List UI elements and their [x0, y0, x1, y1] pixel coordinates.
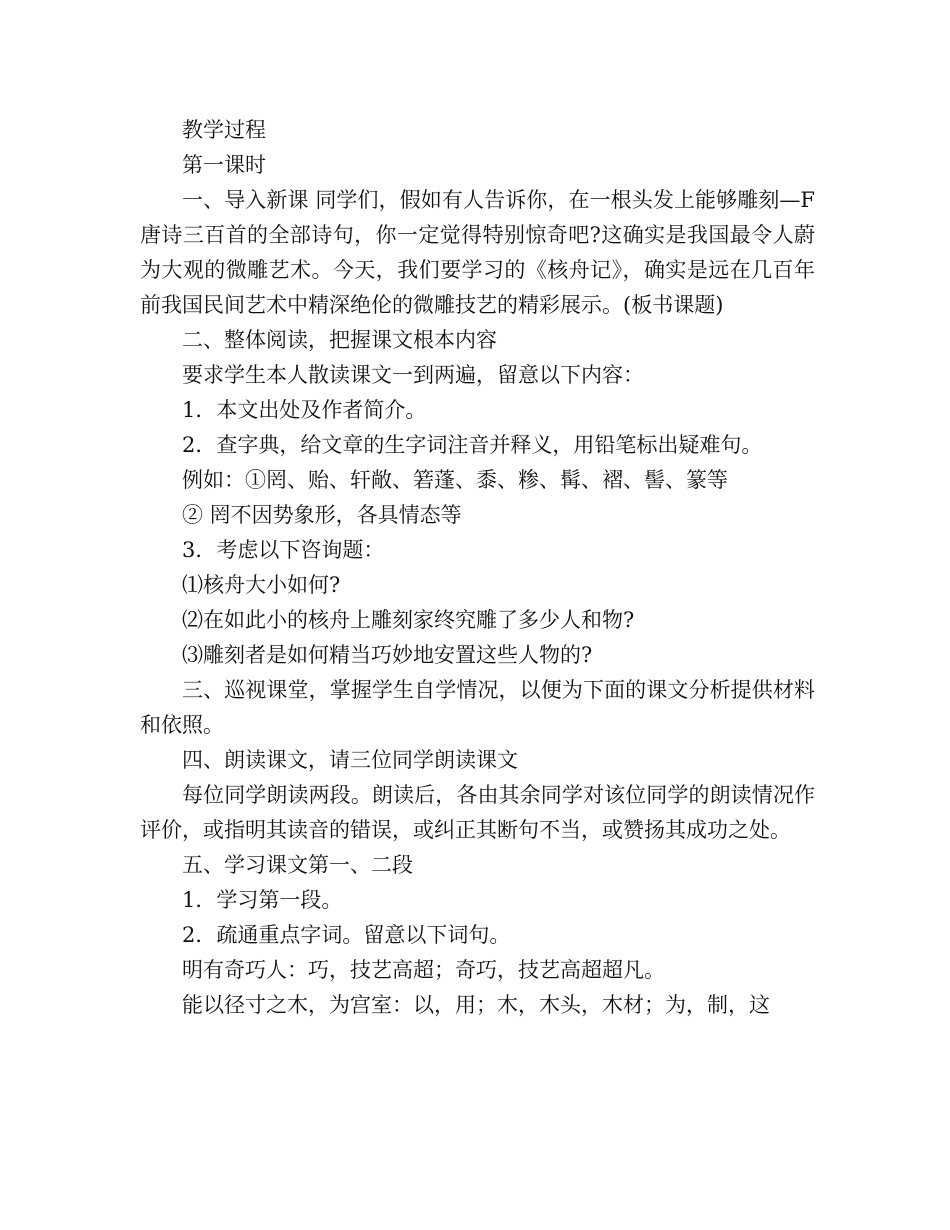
paragraph-intro: 一、导入新课 同学们，假如有人告诉你，在一根头发上能够雕刻—F唐诗三百首的全部诗句，你一定觉得特别惊奇吧?这确实是我国最令人蔚为大观的微雕艺术。今天，我们要学习的《核舟记》，确实是远在几百年前我国民间艺术中精深绝伦的微雕技艺的精彩展示。(板书课题) — [140, 188, 815, 317]
question-item: ⑴核舟大小如何? — [182, 573, 341, 597]
paragraph-reading: 每位同学朗读两段。朗读后，各由其余同学对该位同学的朗读情况作评价，或指明其读音的错误，或纠正其断句不当，或赞扬其成功之处。 — [140, 783, 815, 842]
section-heading-5: 五、学习课文第一、二段 — [182, 853, 413, 877]
vocab-line: 明有奇巧人：巧，技艺高超；奇巧，技艺高超超凡。 — [182, 958, 665, 982]
section-heading-3: 三、巡视课堂，掌握学生自学情况，以便为下面的课文分析提供材料和依照。 — [140, 678, 815, 737]
vocab-line: 能以径寸之木，为宫室：以，用；木，木头，木材；为，制，这 — [182, 993, 770, 1017]
example-line: ② 罔不因势象形，各具情态等 — [182, 503, 462, 527]
list-item: 1．本文出处及作者简介。 — [182, 398, 427, 422]
section-heading-2: 二、整体阅读，把握课文根本内容 — [182, 328, 497, 352]
example-line: 例如：①罔、贻、轩敞、箬蓬、黍、糁、髯、褶、髻、篆等 — [182, 468, 728, 492]
paragraph-instruction: 要求学生本人散读课文一到两遍，留意以下内容： — [182, 363, 644, 387]
list-item: 3．考虑以下咨询题： — [182, 538, 385, 562]
document-body — [140, 113, 815, 1023]
section-heading-4: 四、朗读课文，请三位同学朗读课文 — [182, 748, 518, 772]
question-item: ⑶雕刻者是如何精当巧妙地安置这些人物的? — [182, 643, 593, 667]
list-item: 2．疏通重点字词。留意以下词句。 — [182, 923, 511, 947]
question-item: ⑵在如此小的核舟上雕刻家终究雕了多少人和物? — [182, 608, 635, 632]
list-item: 1．学习第一段。 — [182, 888, 343, 912]
list-item: 2．查字典，给文章的生字词注音并释义，用铅笔标出疑难句。 — [182, 433, 763, 457]
lesson-title: 第一课时 — [182, 153, 266, 177]
section-heading: 教学过程 — [182, 118, 266, 142]
